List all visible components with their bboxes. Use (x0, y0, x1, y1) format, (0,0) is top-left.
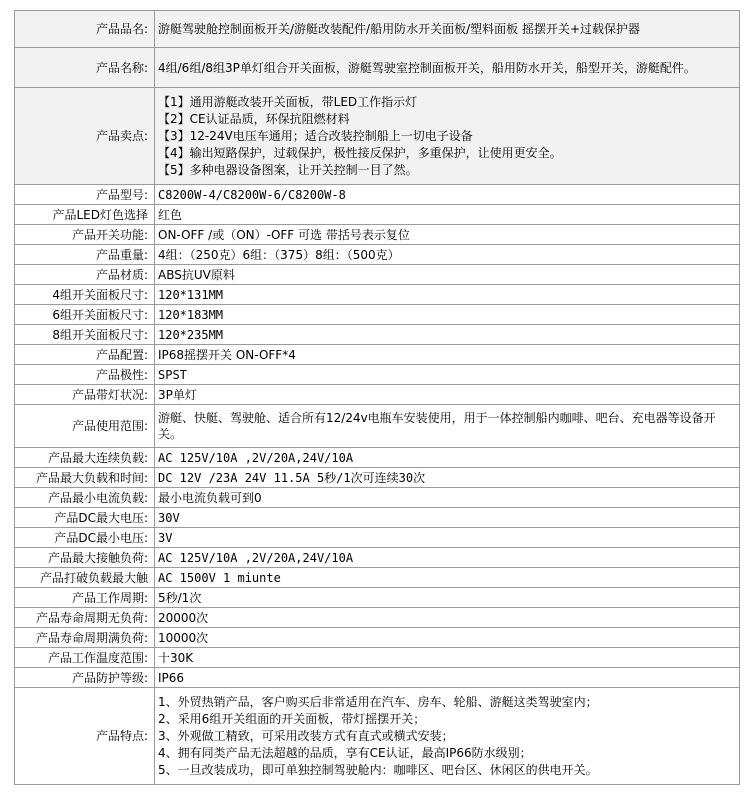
spec-label: 8组开关面板尺寸: (15, 325, 155, 345)
spec-row-size-8 (15, 325, 740, 345)
spec-value: C8200W-4/C8200W-6/C8200W-8 (155, 185, 740, 205)
feature-5: 5、一旦改装成功，即可单独控制驾驶舱内：咖啡区、吧台区、休闲区的供电开关。 (158, 762, 598, 777)
spec-value: 10000次 (155, 628, 740, 648)
spec-row-usage-scope (15, 405, 740, 448)
spec-value: 120*235MM (155, 325, 740, 345)
spec-value: 120*131MM (155, 285, 740, 305)
spec-row-work-cycle (15, 588, 740, 608)
selling-point-5: 【5】多种电器设备图案，让开关控制一目了然。 (158, 162, 418, 177)
spec-row-lamp-status (15, 385, 740, 405)
spec-row-switch-function (15, 225, 740, 245)
spec-label: 产品最大接触负荷: (15, 548, 155, 568)
spec-row-max-continuous-load (15, 448, 740, 468)
spec-value: 20000次 (155, 608, 740, 628)
spec-label: 4组开关面板尺寸: (15, 285, 155, 305)
spec-row-breaking-load (15, 568, 740, 588)
spec-label: 产品品名: (15, 11, 155, 48)
spec-value: 30V (155, 508, 740, 528)
spec-row-size-6 (15, 305, 740, 325)
spec-label: 产品特点: (15, 688, 155, 785)
spec-value: 游艇、快艇、驾驶舱、适合所有12/24v电瓶车安装使用，用于一体控制船内咖啡、吧台、充电器等设备开关。 (155, 405, 740, 448)
product-spec-table (14, 10, 740, 785)
spec-label: 产品带灯状况: (15, 385, 155, 405)
spec-value: 3P单灯 (155, 385, 740, 405)
spec-label: 产品工作周期: (15, 588, 155, 608)
spec-label: 产品最大负载和时间: (15, 468, 155, 488)
spec-label: 产品DC最大电压: (15, 508, 155, 528)
spec-value: 120*183MM (155, 305, 740, 325)
spec-label: 产品打破负载最大触 (15, 568, 155, 588)
spec-value: IP68摇摆开关 ON-OFF*4 (155, 345, 740, 365)
feature-1: 1、外贸热销产品，客户购买后非常适用在汽车、房车、轮船、游艇这类驾驶室内； (158, 694, 598, 709)
spec-row-configuration (15, 345, 740, 365)
spec-row-dc-max-voltage (15, 508, 740, 528)
spec-value: AC 125V/10A ,2V/20A,24V/10A (155, 548, 740, 568)
spec-label: 产品材质: (15, 265, 155, 285)
spec-label: 产品重量: (15, 245, 155, 265)
spec-row-max-contact-load (15, 548, 740, 568)
spec-value: IP66 (155, 668, 740, 688)
selling-point-4: 【4】输出短路保护，过载保护，极性接反保护，多重保护，让使用更安全。 (158, 145, 562, 160)
spec-value: 游艇驾驶舱控制面板开关/游艇改装配件/船用防水开关面板/塑料面板 摇摆开关+过载保护器 (155, 11, 740, 48)
spec-label: 产品开关功能: (15, 225, 155, 245)
spec-label: 产品LED灯色选择 (15, 205, 155, 225)
spec-label: 产品寿命周期满负荷: (15, 628, 155, 648)
spec-label: 产品卖点: (15, 88, 155, 185)
spec-value: 5秒/1次 (155, 588, 740, 608)
spec-value: 十30K (155, 648, 740, 668)
spec-label: 产品型号: (15, 185, 155, 205)
spec-row-model (15, 185, 740, 205)
spec-row-protection-rating (15, 668, 740, 688)
spec-value: ON-OFF /或（ON）-OFF 可选 带括号表示复位 (155, 225, 740, 245)
selling-point-3: 【3】12-24V电压车通用；适合改装控制船上一切电子设备 (158, 128, 473, 143)
spec-value-list (155, 88, 740, 185)
spec-row-led-color (15, 205, 740, 225)
spec-value: ABS抗UV原料 (155, 265, 740, 285)
spec-row-weight (15, 245, 740, 265)
spec-row-temperature-range (15, 648, 740, 668)
spec-value: 4组：（250克）6组：（375）8组：（500克） (155, 245, 740, 265)
spec-value: 4组/6组/8组3P单灯组合开关面板，游艇驾驶室控制面板开关，船用防水开关，船型开关，游艇配件。 (155, 48, 740, 88)
spec-label: 产品使用范围: (15, 405, 155, 448)
spec-label: 产品最小电流负载: (15, 488, 155, 508)
feature-2: 2、采用6组开关组面的开关面板，带灯摇摆开关； (158, 711, 426, 726)
selling-point-2: 【2】CE认证品质，环保抗阻燃材料 (158, 111, 350, 126)
spec-row-size-4 (15, 285, 740, 305)
spec-value: SPST (155, 365, 740, 385)
spec-row-features (15, 688, 740, 785)
spec-row-life-no-load (15, 608, 740, 628)
spec-label: 6组开关面板尺寸: (15, 305, 155, 325)
feature-4: 4、拥有同类产品无法超越的品质，享有CE认证，最高IP66防水级别； (158, 745, 532, 760)
spec-label: 产品寿命周期无负荷: (15, 608, 155, 628)
spec-value: AC 1500V 1 miunte (155, 568, 740, 588)
spec-label: 产品极性: (15, 365, 155, 385)
spec-row-min-current-load (15, 488, 740, 508)
spec-row-product-title (15, 48, 740, 88)
spec-row-max-load-time (15, 468, 740, 488)
spec-row-dc-min-voltage (15, 528, 740, 548)
spec-label: 产品防护等级: (15, 668, 155, 688)
spec-row-product-name (15, 11, 740, 48)
spec-value: 红色 (155, 205, 740, 225)
selling-point-1: 【1】通用游艇改装开关面板，带LED工作指示灯 (158, 94, 418, 109)
spec-value: DC 12V /23A 24V 11.5A 5秒/1次可连续30次 (155, 468, 740, 488)
spec-value-list (155, 688, 740, 785)
spec-label: 产品配置: (15, 345, 155, 365)
spec-label: 产品DC最小电压: (15, 528, 155, 548)
spec-row-material (15, 265, 740, 285)
spec-label: 产品工作温度范围: (15, 648, 155, 668)
spec-label: 产品最大连续负载: (15, 448, 155, 468)
spec-value: 最小电流负载可到0 (155, 488, 740, 508)
spec-row-polarity (15, 365, 740, 385)
spec-row-selling-points (15, 88, 740, 185)
spec-label: 产品名称: (15, 48, 155, 88)
feature-3: 3、外观做工精致，可采用改装方式有直式或横式安装； (158, 728, 454, 743)
spec-value: AC 125V/10A ,2V/20A,24V/10A (155, 448, 740, 468)
spec-value: 3V (155, 528, 740, 548)
spec-row-life-full-load (15, 628, 740, 648)
